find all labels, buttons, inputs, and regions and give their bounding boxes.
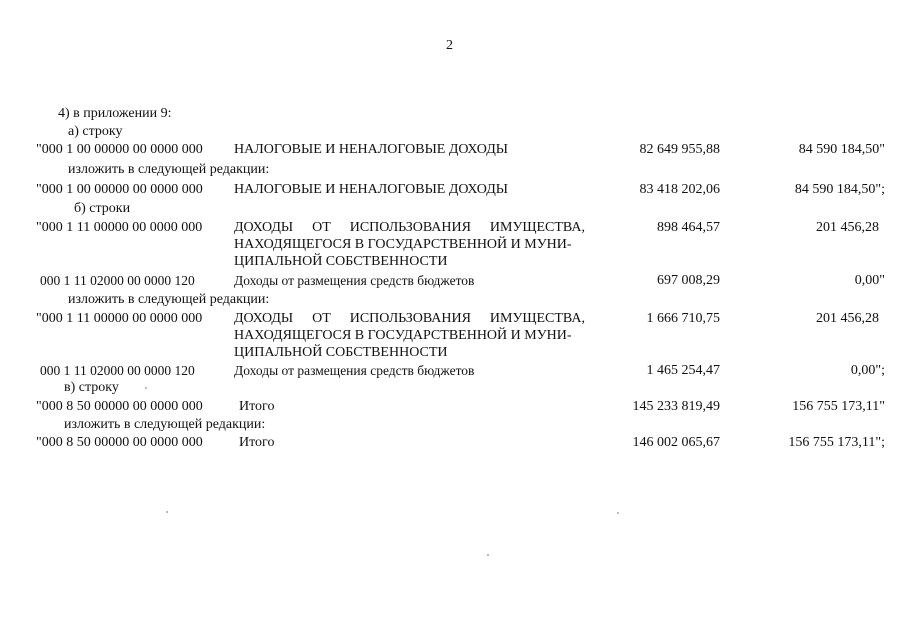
value-column-2: 84 590 184,50"; — [794, 182, 885, 197]
section-b-label: б) строки — [74, 201, 131, 216]
budget-code: "000 1 11 00000 00 0000 000 — [36, 220, 203, 235]
scan-speck — [145, 387, 147, 389]
value-column-1: 1 666 710,75 — [646, 311, 720, 326]
revenue-name: Доходы от размещения средств бюджетов — [234, 273, 475, 288]
amendment-intro: 4) в приложении 9: — [58, 106, 172, 121]
value-column-2: 84 590 184,50" — [798, 142, 885, 157]
scan-speck — [166, 511, 168, 513]
revenue-name-line-3: ЦИПАЛЬНОЙ СОБСТВЕННОСТИ — [234, 254, 448, 269]
revenue-name-line-1: ДОХОДЫ ОТ ИСПОЛЬЗОВАНИЯ ИМУЩЕСТВА, — [234, 220, 585, 235]
value-column-1: 82 649 955,88 — [639, 142, 720, 157]
section-a-instruction: изложить в следующей редакции: — [68, 162, 270, 177]
revenue-name: НАЛОГОВЫЕ И НЕНАЛОГОВЫЕ ДОХОДЫ — [234, 182, 508, 197]
value-column-1: 145 233 819,49 — [632, 399, 720, 414]
section-a-label: а) строку — [68, 124, 123, 139]
revenue-name-line-3: ЦИПАЛЬНОЙ СОБСТВЕННОСТИ — [234, 345, 448, 360]
revenue-name: Итого — [239, 399, 275, 414]
value-column-2: 156 755 173,11" — [792, 399, 885, 414]
budget-code: "000 8 50 00000 00 0000 000 — [36, 399, 203, 414]
section-c-label: в) строку — [64, 380, 119, 395]
value-column-1: 1 465 254,47 — [646, 363, 720, 378]
value-column-2: 156 755 173,11"; — [788, 435, 885, 450]
revenue-name: НАЛОГОВЫЕ И НЕНАЛОГОВЫЕ ДОХОДЫ — [234, 142, 508, 157]
value-column-2: 201 456,28 — [816, 311, 879, 326]
section-c-instruction: изложить в следующей редакции: — [64, 417, 266, 432]
budget-code: 000 1 11 02000 00 0000 120 — [40, 363, 195, 378]
section-b-instruction: изложить в следующей редакции: — [68, 292, 270, 307]
value-column-2: 0,00" — [854, 273, 885, 288]
value-column-1: 898 464,57 — [657, 220, 720, 235]
budget-code: "000 1 00 00000 00 0000 000 — [36, 142, 203, 157]
value-column-1: 83 418 202,06 — [639, 182, 720, 197]
value-column-2: 0,00"; — [850, 363, 885, 378]
scan-speck — [617, 512, 619, 514]
revenue-name: Доходы от размещения средств бюджетов — [234, 363, 475, 378]
page-number: 2 — [446, 38, 453, 53]
revenue-name-line-2: НАХОДЯЩЕГОСЯ В ГОСУДАРСТВЕННОЙ И МУНИ- — [234, 237, 572, 252]
budget-code: "000 1 00 00000 00 0000 000 — [36, 182, 203, 197]
revenue-name-line-2: НАХОДЯЩЕГОСЯ В ГОСУДАРСТВЕННОЙ И МУНИ- — [234, 328, 572, 343]
budget-code: "000 1 11 00000 00 0000 000 — [36, 311, 203, 326]
value-column-2: 201 456,28 — [816, 220, 879, 235]
value-column-1: 697 008,29 — [657, 273, 720, 288]
budget-code: "000 8 50 00000 00 0000 000 — [36, 435, 203, 450]
scan-speck — [487, 554, 489, 556]
budget-code: 000 1 11 02000 00 0000 120 — [40, 273, 195, 288]
value-column-1: 146 002 065,67 — [632, 435, 720, 450]
revenue-name-line-1: ДОХОДЫ ОТ ИСПОЛЬЗОВАНИЯ ИМУЩЕСТВА, — [234, 311, 585, 326]
revenue-name: Итого — [239, 435, 275, 450]
